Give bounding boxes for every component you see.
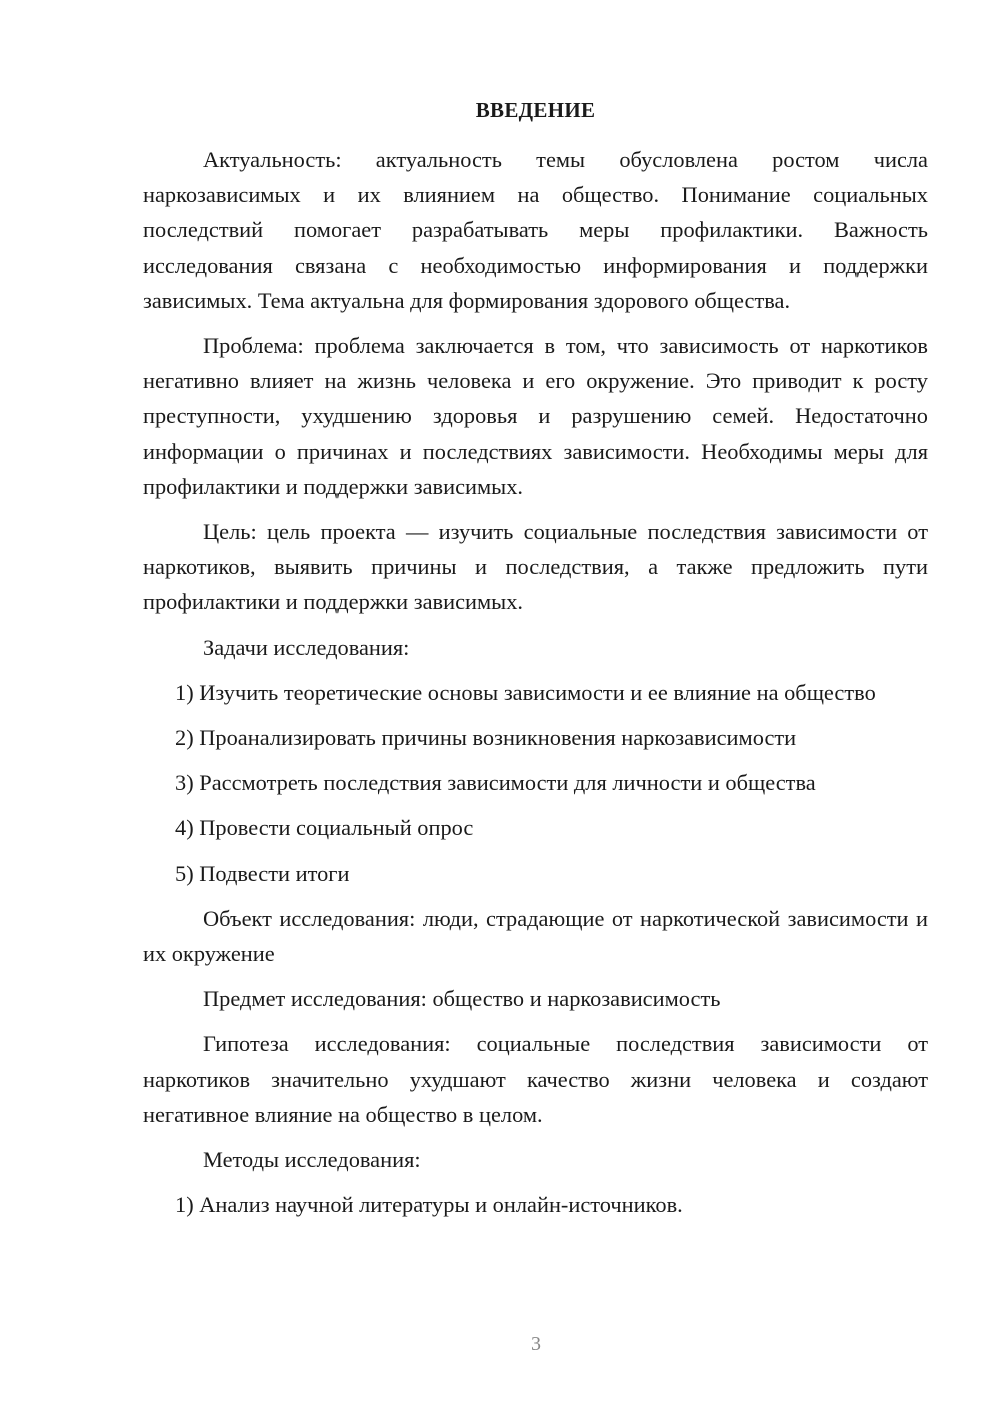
task-item: 2) Проанализировать причины возникновения наркозависимости [175,725,797,751]
method-item: 1) Анализ научной литературы и онлайн-источников. [175,1192,683,1218]
task-item: 3) Рассмотреть последствия зависимости для личности и общества [175,770,816,796]
task-item: 4) Провести социальный опрос [175,815,474,841]
hypothesis-paragraph: Гипотеза исследования: социальные последствия зависимости от наркотиков значительно ухудшают качество жизни человека и создают негативное влияние на общество в целом. [143,1031,928,1127]
task-item: 1) Изучить теоретические основы зависимости и ее влияние на общество [175,679,876,705]
goal-paragraph: Цель: цель проекта — изучить социальные последствия зависимости от наркотиков, выявить причины и последствия, а также предложить пути профилактики и поддержки зависимых. [143,519,928,615]
page-title: ВВЕДЕНИЕ [475,98,596,122]
document-page [143,92,928,1232]
relevance-paragraph: Актуальность: актуальность темы обусловлена ростом числа наркозависимых и их влиянием на общество. Понимание социальных последствий помогает разрабатывать меры профилактики. Важность исследования связана с необходимостью информирования и поддержки зависимых. Тема актуальна для формирования здорового общества. [143,147,928,313]
subject-paragraph: Предмет исследования: общество и наркозависимость [203,986,721,1012]
tasks-heading: Задачи исследования: [203,634,410,660]
object-paragraph: Объект исследования: люди, страдающие от наркотической зависимости и их окружение [143,905,928,967]
page-number: 3 [531,1333,541,1355]
methods-heading: Методы исследования: [203,1147,421,1173]
problem-paragraph: Проблема: проблема заключается в том, что зависимость от наркотиков негативно влияет на жизнь человека и его окружение. Это приводит к росту преступности, ухудшению здоровья и разрушению семей. Недостаточно информации о причинах и последствиях зависимости. Необходимы меры для профилактики и поддержки зависимых. [143,333,928,499]
task-item: 5) Подвести итоги [175,860,350,886]
